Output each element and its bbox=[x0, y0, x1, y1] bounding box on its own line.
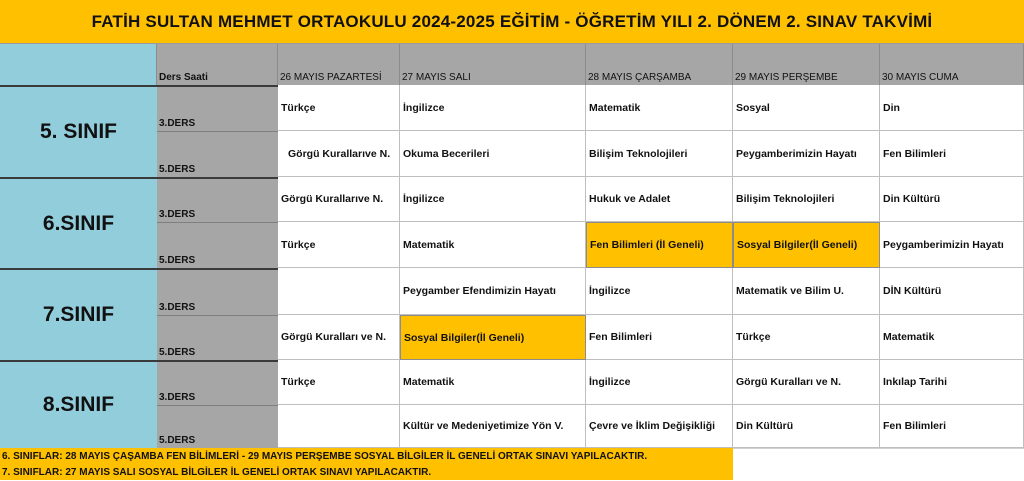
period-label: 5.DERS bbox=[157, 131, 278, 177]
exam-cell: DİN Kültürü bbox=[880, 268, 1024, 315]
period-label: 3.DERS bbox=[157, 177, 278, 222]
exam-cell: Bilişim Teknolojileri bbox=[733, 177, 880, 222]
exam-cell: Çevre ve İklim Değişikliği bbox=[586, 405, 733, 448]
period-label: 5.DERS bbox=[157, 405, 278, 448]
exam-cell: Peygamber Efendimizin Hayatı bbox=[400, 268, 586, 315]
period-label: 3.DERS bbox=[157, 360, 278, 405]
exam-cell bbox=[278, 405, 400, 448]
exam-cell: Peygamberimizin Hayatı bbox=[733, 131, 880, 177]
note-line: 7. SINIFLAR: 27 MAYIS SALI SOSYAL BİLGİLER İL GENELİ ORTAK SINAVI YAPILACAKTIR. bbox=[0, 464, 733, 480]
class-label: 5. SINIF bbox=[0, 85, 157, 177]
period-label: 5.DERS bbox=[157, 315, 278, 360]
exam-cell: Okuma Becerileri bbox=[400, 131, 586, 177]
exam-cell: Matematik bbox=[586, 85, 733, 131]
exam-cell-highlighted: Sosyal Bilgiler(İl Geneli) bbox=[400, 315, 586, 360]
period-label: 5.DERS bbox=[157, 222, 278, 268]
exam-cell: Türkçe bbox=[733, 315, 880, 360]
exam-cell: Türkçe bbox=[278, 222, 400, 268]
page-title: FATİH SULTAN MEHMET ORTAOKULU 2024-2025 EĞİTİM - ÖĞRETİM YILI 2. DÖNEM 2. SINAV TAKVİMİ bbox=[0, 0, 1024, 44]
exam-cell: Matematik bbox=[400, 222, 586, 268]
exam-cell-highlighted: Sosyal Bilgiler(İl Geneli) bbox=[733, 222, 880, 268]
exam-cell: Matematik bbox=[880, 315, 1024, 360]
exam-cell: İngilizce bbox=[586, 360, 733, 405]
header-day: 28 MAYIS ÇARŞAMBA bbox=[586, 44, 733, 85]
exam-cell: Peygamberimizin Hayatı bbox=[880, 222, 1024, 268]
header-day: 29 MAYIS PERŞEMBE bbox=[733, 44, 880, 85]
class-label: 8.SINIF bbox=[0, 360, 157, 448]
exam-cell: Türkçe bbox=[278, 85, 400, 131]
exam-cell: Fen Bilimleri bbox=[586, 315, 733, 360]
exam-cell: Matematik ve Bilim U. bbox=[733, 268, 880, 315]
exam-cell: Görgü Kuralları ve N. bbox=[278, 315, 400, 360]
exam-cell: Fen Bilimleri bbox=[880, 405, 1024, 448]
exam-cell: Sosyal bbox=[733, 85, 880, 131]
period-label: 3.DERS bbox=[157, 85, 278, 131]
exam-cell: İngilizce bbox=[400, 85, 586, 131]
note-line: 6. SINIFLAR: 28 MAYIS ÇAŞAMBA FEN BİLİMLERİ - 29 MAYIS PERŞEMBE SOSYAL BİLGİLER İL GENELİ ORTAK SINAVI YAPILACAKTIR. bbox=[0, 448, 733, 464]
period-label: 3.DERS bbox=[157, 268, 278, 315]
exam-cell: Din Kültürü bbox=[880, 177, 1024, 222]
exam-cell: Görgü Kuralları ve N. bbox=[733, 360, 880, 405]
class-label: 7.SINIF bbox=[0, 268, 157, 360]
exam-cell-highlighted: Fen Bilimleri (İl Geneli) bbox=[586, 222, 733, 268]
header-day: 26 MAYIS PAZARTESİ bbox=[278, 44, 400, 85]
header-day: 30 MAYIS CUMA bbox=[880, 44, 1024, 85]
header-day: 27 MAYIS SALI bbox=[400, 44, 586, 85]
class-label: 6.SINIF bbox=[0, 177, 157, 268]
exam-cell: Türkçe bbox=[278, 360, 400, 405]
exam-cell: İngilizce bbox=[586, 268, 733, 315]
exam-cell: Kültür ve Medeniyetimize Yön V. bbox=[400, 405, 586, 448]
exam-cell: Görgü Kurallarıve N. bbox=[278, 177, 400, 222]
exam-cell bbox=[278, 268, 400, 315]
empty-grid-area bbox=[733, 448, 1024, 481]
header-period-label: Ders Saati bbox=[157, 44, 278, 85]
exam-cell: Görgü Kurallarıve N. bbox=[278, 131, 400, 177]
exam-cell: Inkılap Tarihi bbox=[880, 360, 1024, 405]
header-corner bbox=[0, 44, 157, 85]
exam-cell: İngilizce bbox=[400, 177, 586, 222]
exam-cell: Din Kültürü bbox=[733, 405, 880, 448]
exam-cell: Fen Bilimleri bbox=[880, 131, 1024, 177]
exam-cell: Din bbox=[880, 85, 1024, 131]
exam-cell: Bilişim Teknolojileri bbox=[586, 131, 733, 177]
exam-cell: Matematik bbox=[400, 360, 586, 405]
exam-cell: Hukuk ve Adalet bbox=[586, 177, 733, 222]
